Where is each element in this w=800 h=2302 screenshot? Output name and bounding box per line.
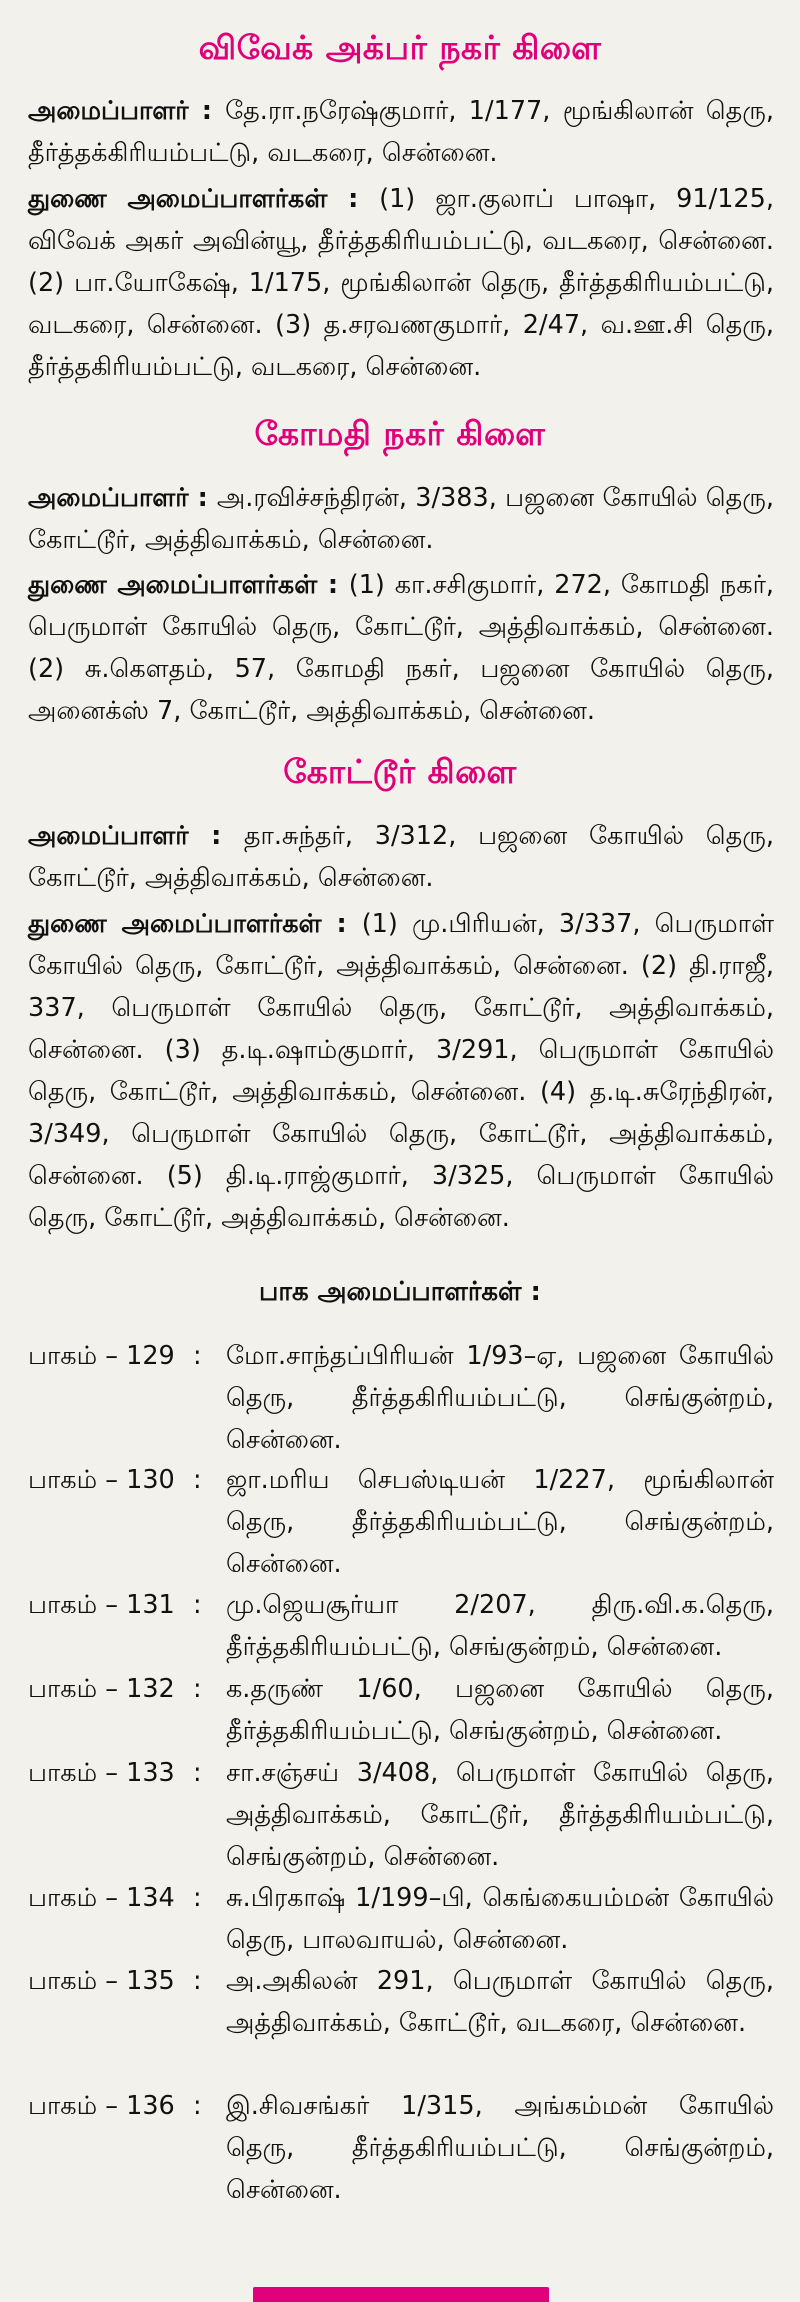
booth-organizers-heading: பாக அமைப்பாளர்கள் : xyxy=(259,1277,541,1307)
booth-number: பாகம் – 132 xyxy=(28,1674,175,1704)
list-item: பாகம் – 129 : மோ.சாந்தப்பிரியன் 1/93–ஏ, பஜனை கோயில் தெரு, தீர்த்தகிரியம்பட்டு, செங்குன்றம், சென்னை. xyxy=(28,1335,774,1461)
list-item: பாகம் – 134 : சு.பிரகாஷ் 1/199–பி, கெங்கையம்மன் கோயில் தெரு, பாலவாயல், சென்னை. xyxy=(28,1877,774,1961)
booth-address: ஜா.மரிய செபஸ்டியன் 1/227, மூங்கிலான் தெரு, தீர்த்தகிரியம்பட்டு, செங்குன்றம், சென்னை. xyxy=(226,1465,774,1579)
deputies-label: துணை அமைப்பாளர்கள் xyxy=(28,909,322,939)
booth-number: பாகம் – 136 xyxy=(28,2091,175,2121)
organizer-text: தா.சுந்தர், 3/312, பஜனை கோயில் தெரு, கோட்டூர், அத்திவாக்கம், சென்னை. xyxy=(28,821,774,893)
organizer-text: தே.ரா.நரேஷ்குமார், 1/177, மூங்கிலான் தெரு, தீர்த்தக்கிரியம்பட்டு, வடகரை, சென்னை. xyxy=(28,96,774,168)
booth-address: இ.சிவசங்கர் 1/315, அங்கம்மன் கோயில் தெரு, தீர்த்தகிரியம்பட்டு, செங்குன்றம், சென்னை. xyxy=(226,2091,774,2205)
booth-number: பாகம் – 131 xyxy=(28,1590,175,1620)
booth-number: பாகம் – 130 xyxy=(28,1465,175,1495)
organizer-label: அமைப்பாளர் xyxy=(28,96,189,126)
list-item: பாகம் – 131 : மு.ஜெயசூர்யா 2/207, திரு.வி.க.தெரு, தீர்த்தகிரியம்பட்டு, செங்குன்றம், சென்னை. xyxy=(28,1584,774,1668)
booth-address: சா.சஞ்சய் 3/408, பெருமாள் கோயில் தெரு, அத்திவாக்கம், கோட்டூர், தீர்த்தகிரியம்பட்டு, செங்குன்றம், சென்னை. xyxy=(226,1758,774,1872)
list-item: பாகம் – 136 : இ.சிவசங்கர் 1/315, அங்கம்மன் கோயில் தெரு, தீர்த்தகிரியம்பட்டு, செங்குன்றம், சென்னை. xyxy=(28,2085,774,2211)
branch-title: கோட்டூர் கிளை xyxy=(283,752,517,791)
list-item: பாகம் – 130 : ஜா.மரிய செபஸ்டியன் 1/227, மூங்கிலான் தெரு, தீர்த்தகிரியம்பட்டு, செங்குன்றம், சென்னை. xyxy=(28,1459,774,1585)
branch-title: கோமதி நகர் கிளை xyxy=(254,414,546,453)
deputies-text: (1) மு.பிரியன், 3/337, பெருமாள் கோயில் தெரு, கோட்டூர், அத்திவாக்கம், சென்னை. (2) தி.ராஜீ, 337, பெருமாள் கோயில் தெரு, கோட்டூர், அத்திவாக்கம், சென்னை. (3) த.டி.ஷாம்குமார், 3/291, பெருமாள் கோயில் தெரு, கோட்டூர், அத்திவாக்கம், சென்னை. (4) த.டி.சுரேந்திரன், 3/349, பெருமாள் கோயில் தெரு, கோட்டூர், அத்திவாக்கம், சென்னை. (5) தி.டி.ராஜ்குமார், 3/325, பெருமாள் கோயில் தெரு, கோட்டூர், அத்திவாக்கம், சென்னை. xyxy=(28,909,774,1233)
organizer-label: அமைப்பாளர் xyxy=(28,821,189,851)
booth-address: அ.அகிலன் 291, பெருமாள் கோயில் தெரு, அத்திவாக்கம், கோட்டூர், வடகரை, சென்னை. xyxy=(226,1966,774,2038)
booth-address: மோ.சாந்தப்பிரியன் 1/93–ஏ, பஜனை கோயில் தெரு, தீர்த்தகிரியம்பட்டு, செங்குன்றம், சென்னை. xyxy=(226,1341,774,1455)
booth-number: பாகம் – 134 xyxy=(28,1883,175,1913)
deputies-paragraph: துணை அமைப்பாளர்கள் : (1) மு.பிரியன், 3/337, பெருமாள் கோயில் தெரு, கோட்டூர், அத்திவாக்கம், சென்னை. (2) தி.ராஜீ, 337, பெருமாள் கோயில் தெரு, கோட்டூர், அத்திவாக்கம், சென்னை. (3) த.டி.ஷாம்குமார், 3/291, பெருமாள் கோயில் தெரு, கோட்டூர், அத்திவாக்கம், சென்னை. (4) த.டி.சுரேந்திரன், 3/349, பெருமாள் கோயில் தெரு, கோட்டூர், அத்திவாக்கம், சென்னை. (5) தி.டி.ராஜ்குமார், 3/325, பெருமாள் கோயில் தெரு, கோட்டூர், அத்திவாக்கம், சென்னை. xyxy=(28,909,774,1233)
branch-title: விவேக் அக்பர் நகர் கிளை xyxy=(198,28,602,67)
booth-number: பாகம் – 133 xyxy=(28,1758,175,1788)
list-item: பாகம் – 135 : அ.அகிலன் 291, பெருமாள் கோயில் தெரு, அத்திவாக்கம், கோட்டூர், வடகரை, சென்னை. xyxy=(28,1960,774,2044)
booth-address: மு.ஜெயசூர்யா 2/207, திரு.வி.க.தெரு, தீர்த்தகிரியம்பட்டு, செங்குன்றம், சென்னை. xyxy=(226,1590,774,1662)
next-section-heading-bar xyxy=(253,2287,549,2302)
booth-number: பாகம் – 135 xyxy=(28,1966,175,1996)
list-item: பாகம் – 133 : சா.சஞ்சய் 3/408, பெருமாள் கோயில் தெரு, அத்திவாக்கம், கோட்டூர், தீர்த்தகிரியம்பட்டு, செங்குன்றம், சென்னை. xyxy=(28,1752,774,1878)
organizer-paragraph: அமைப்பாளர் : தே.ரா.நரேஷ்குமார், 1/177, மூங்கிலான் தெரு, தீர்த்தக்கிரியம்பட்டு, வடகரை, சென்னை. xyxy=(28,96,774,168)
deputies-text: (1) கா.சசிகுமார், 272, கோமதி நகர், பெருமாள் கோயில் தெரு, கோட்டூர், அத்திவாக்கம், சென்னை. (2) சு.கௌதம், 57, கோமதி நகர், பஜனை கோயில் தெரு, அனைக்ஸ் 7, கோட்டூர், அத்திவாக்கம், சென்னை. xyxy=(28,570,774,726)
deputies-paragraph: துணை அமைப்பாளர்கள் : (1) கா.சசிகுமார், 272, கோமதி நகர், பெருமாள் கோயில் தெரு, கோட்டூர், அத்திவாக்கம், சென்னை. (2) சு.கௌதம், 57, கோமதி நகர், பஜனை கோயில் தெரு, அனைக்ஸ் 7, கோட்டூர், அத்திவாக்கம், சென்னை. xyxy=(28,570,774,726)
booth-number: பாகம் – 129 xyxy=(28,1341,175,1371)
deputies-label: துணை அமைப்பாளர்கள் xyxy=(28,570,318,600)
deputies-label: துணை அமைப்பாளர்கள் xyxy=(28,184,328,214)
deputies-paragraph: துணை அமைப்பாளர்கள் : (1) ஜா.குலாப் பாஷா, 91/125, விவேக் அகர் அவின்யூ, தீர்த்தகிரியம்பட்டு, வடகரை, சென்னை. (2) பா.யோகேஷ், 1/175, மூங்கிலான் தெரு, தீர்த்தகிரியம்பட்டு, வடகரை, சென்னை. (3) த.சரவணகுமார், 2/47, வ.ஊ.சி தெரு, தீர்த்தகிரியம்பட்டு, வடகரை, சென்னை. xyxy=(28,184,774,382)
list-item: பாகம் – 132 : க.தருண் 1/60, பஜனை கோயில் தெரு, தீர்த்தகிரியம்பட்டு, செங்குன்றம், சென்னை. xyxy=(28,1668,774,1752)
organizer-text: அ.ரவிச்சந்திரன், 3/383, பஜனை கோயில் தெரு, கோட்டூர், அத்திவாக்கம், சென்னை. xyxy=(28,483,774,555)
booth-address: சு.பிரகாஷ் 1/199–பி, கெங்கையம்மன் கோயில் தெரு, பாலவாயல், சென்னை. xyxy=(226,1883,774,1955)
organizer-paragraph: அமைப்பாளர் : அ.ரவிச்சந்திரன், 3/383, பஜனை கோயில் தெரு, கோட்டூர், அத்திவாக்கம், சென்னை. xyxy=(28,483,774,555)
organizer-paragraph: அமைப்பாளர் : தா.சுந்தர், 3/312, பஜனை கோயில் தெரு, கோட்டூர், அத்திவாக்கம், சென்னை. xyxy=(28,821,774,893)
booth-address: க.தருண் 1/60, பஜனை கோயில் தெரு, தீர்த்தகிரியம்பட்டு, செங்குன்றம், சென்னை. xyxy=(226,1674,774,1746)
organizer-label: அமைப்பாளர் xyxy=(28,483,189,513)
deputies-text: (1) ஜா.குலாப் பாஷா, 91/125, விவேக் அகர் அவின்யூ, தீர்த்தகிரியம்பட்டு, வடகரை, சென்னை. (2) பா.யோகேஷ், 1/175, மூங்கிலான் தெரு, தீர்த்தகிரியம்பட்டு, வடகரை, சென்னை. (3) த.சரவணகுமார், 2/47, வ.ஊ.சி தெரு, தீர்த்தகிரியம்பட்டு, வடகரை, சென்னை. xyxy=(28,184,774,382)
